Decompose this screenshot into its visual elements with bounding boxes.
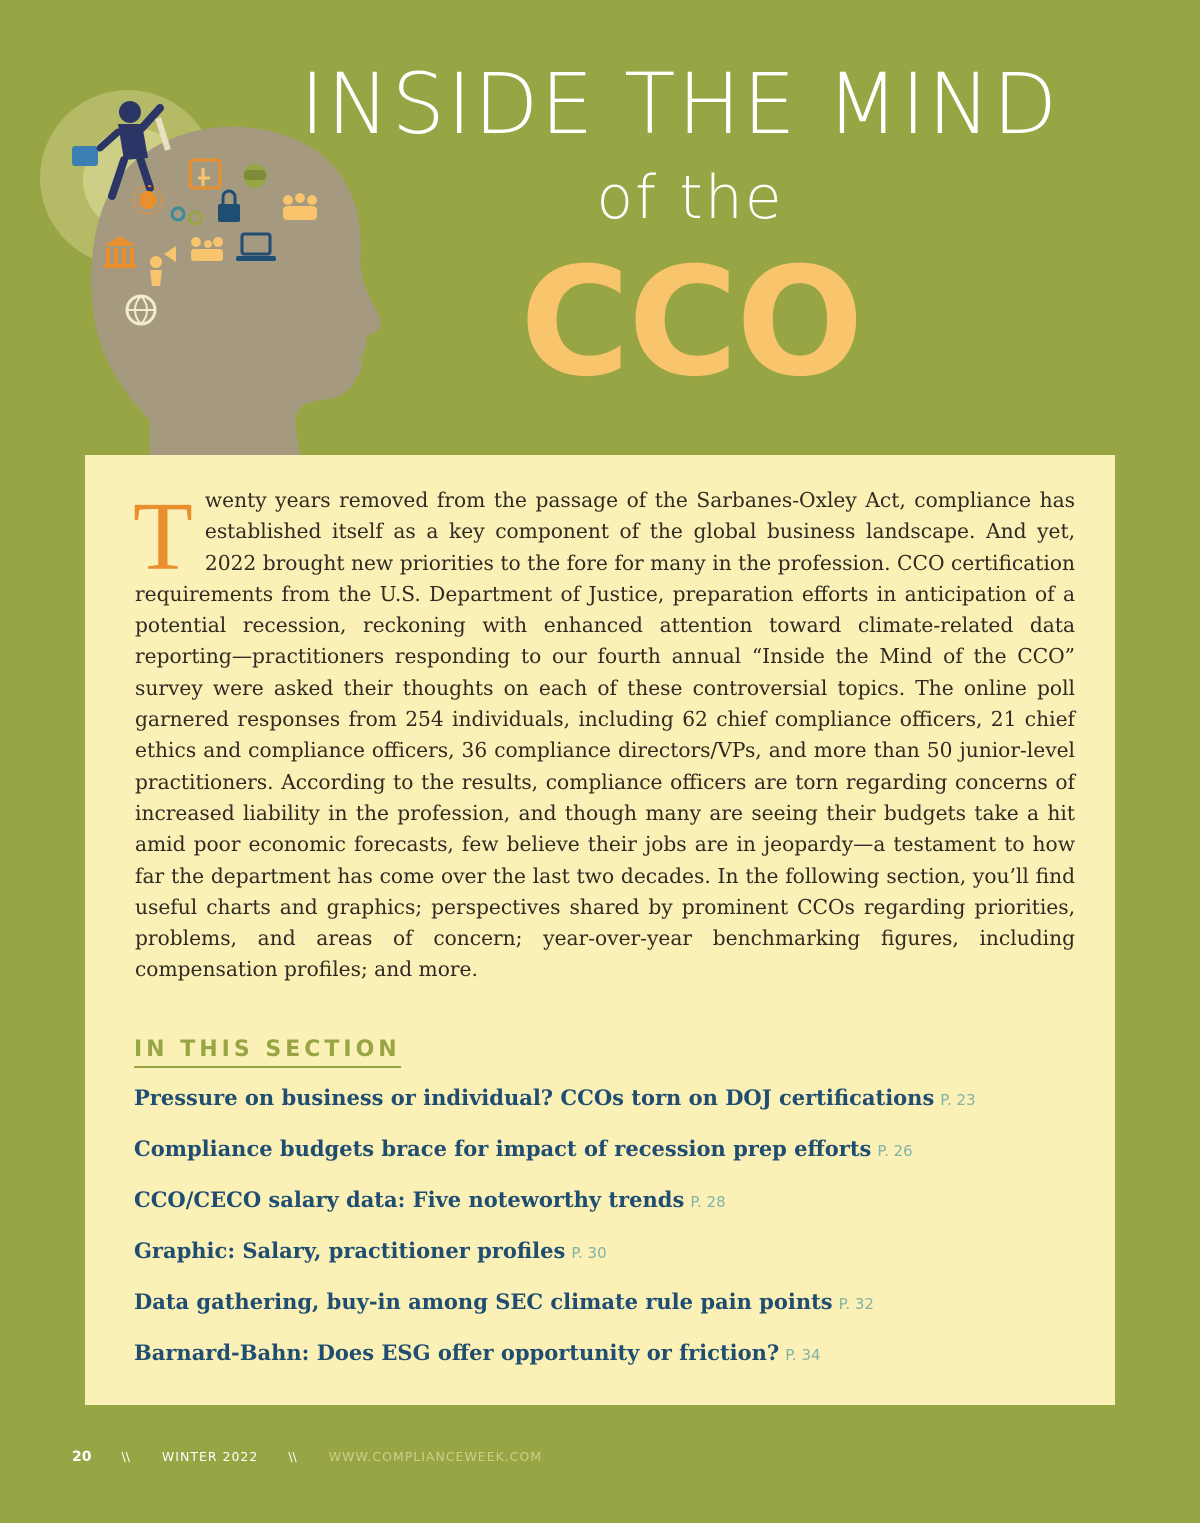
footer-separator: \\ — [288, 1449, 297, 1464]
people-group-icon — [283, 193, 317, 220]
intro-text: wenty years removed from the passage of the Sarbanes-Oxley Act, compliance has established itself as a key component of the global business landscape. And yet, 2022 brought new priorities to the fore for many in the profession. CCO certification requirements from the U.S. Department of Justice, preparation efforts in anticipation of a potential recession, reckoning with enhanced attention toward climate-related data reporting—practitioners responding to our fourth annual “Inside the Mind of the CCO” survey were asked their thoughts on each of these controversial topics. The online poll garnered responses from 254 individuals, including 62 chief compliance officers, 21 chief ethics and compliance officers, 36 compliance directors/VPs, and more than 50 junior-level practitioners. According to the results, compliance officers are torn regarding concerns of increased liability in the profession, and though many are seeing their budgets take a hit amid poor economic forecasts, few believe their jobs are in jeopardy—a testament to how far the department has come over the last two decades. In the following section, you’ll find useful charts and graphics; perspectives shared by prominent CCOs regarding priorities, problems, and areas of concern; year-over-year benchmarking figures, including compensation profiles; and more. — [135, 488, 1075, 982]
section-item-page: P. 28 — [690, 1193, 726, 1211]
section-item[interactable] — [134, 1287, 1084, 1338]
section-item[interactable] — [134, 1236, 1084, 1287]
title-connector: of the — [596, 163, 784, 233]
section-item-page: P. 34 — [785, 1346, 821, 1364]
section-item-title[interactable]: Graphic: Salary, practitioner profiles — [134, 1238, 566, 1263]
section-item[interactable] — [134, 1338, 1084, 1389]
content-panel — [85, 455, 1115, 1405]
family-icon — [191, 237, 223, 261]
section-item-page: P. 23 — [940, 1091, 976, 1109]
head-silhouette — [91, 127, 381, 455]
section-item-title[interactable]: Compliance budgets brace for impact of recession prep efforts — [134, 1136, 872, 1161]
section-list — [134, 1083, 1084, 1389]
footer-separator: \\ — [121, 1449, 130, 1464]
handshake-icon — [243, 164, 267, 188]
section-item-page: P. 26 — [877, 1142, 913, 1160]
page-footer — [72, 1449, 542, 1465]
section-item-title[interactable]: CCO/CECO salary data: Five noteworthy trends — [134, 1187, 685, 1212]
website-link[interactable]: WWW.COMPLIANCEWEEK.COM — [328, 1449, 543, 1464]
section-item[interactable] — [134, 1185, 1084, 1236]
section-heading: IN THIS SECTION — [134, 1038, 401, 1068]
page-number: 20 — [72, 1449, 92, 1465]
section-item[interactable] — [134, 1134, 1084, 1185]
drop-cap: T — [133, 483, 193, 591]
section-item-title[interactable]: Barnard-Bahn: Does ESG offer opportunity or friction? — [134, 1340, 780, 1365]
section-item-title[interactable]: Pressure on business or individual? CCOs torn on DOJ certifications — [134, 1085, 935, 1110]
intro-paragraph — [135, 485, 1075, 986]
section-item-page: P. 32 — [838, 1295, 874, 1313]
issue-label: WINTER 2022 — [161, 1449, 259, 1464]
title-main: INSIDE THE MIND — [300, 55, 1060, 153]
title-cco: CCO — [520, 236, 862, 410]
section-item-title[interactable]: Data gathering, buy-in among SEC climate rule pain points — [134, 1289, 833, 1314]
section-item[interactable] — [134, 1083, 1084, 1134]
section-item-page: P. 30 — [571, 1244, 607, 1262]
